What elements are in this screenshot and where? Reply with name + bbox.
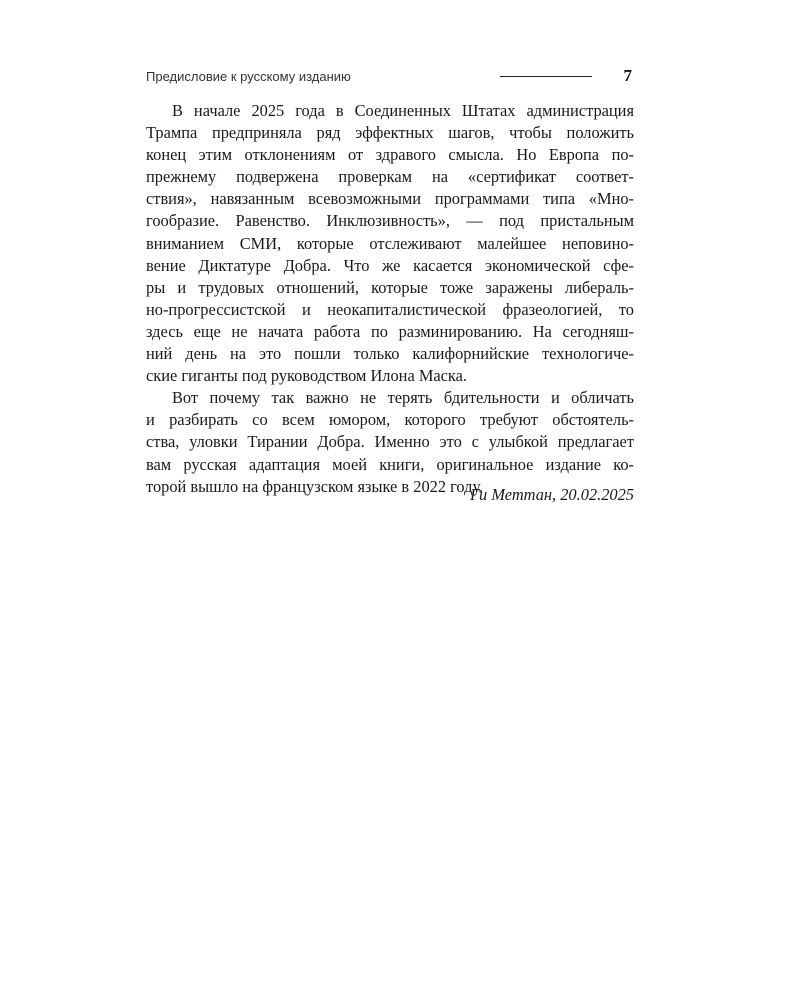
text-line: ские гиганты под руководством Илона Маска. [146,366,468,386]
text-line: вение Диктатуре Добра. Что же касается экономической сфе- [146,255,634,275]
text-line: вам русская адаптация моей книги, оригинальное издание ко- [146,454,634,474]
text-line: ний день на это пошли только калифорнийские технологиче- [146,344,634,364]
text-line: гообразие. Равенство. Инклюзивность», — под пристальным [146,211,634,231]
text-line: Трампа предприняла ряд эффектных шагов, чтобы положить [146,123,634,143]
text-line: В начале 2025 года в Соединенных Штатах администрация [172,101,634,120]
running-head [146,68,636,88]
page-number: 7 [623,66,632,85]
text-line: здесь еще не начата работа по разминированию. На сегодняш- [146,321,634,341]
author-signature: Ги Меттан, 20.02.2025 [470,485,634,504]
text-line: торой вышло на французском языке в 2022 году. [146,476,484,496]
text-line: и разбирать со всем юмором, которого требуют обстоятель- [146,410,634,430]
running-title: Предисловие к русскому изданию [146,69,351,84]
text-line: ства, уловки Тирании Добра. Именно это с улыбкой предлагает [146,432,634,452]
paragraph-2 [146,387,634,497]
paragraph-1 [146,100,634,387]
text-line: но-прогрессистской и неокапиталистической фразеологией, то [146,299,634,319]
text-line: прежнему подвержена проверкам на «сертификат соответ- [146,167,634,187]
text-line: ствия», навязанным всевозможными программами типа «Мно- [146,189,634,209]
text-line: конец этим отклонениям от здравого смысла. Но Европа по- [146,145,634,165]
header-rule [500,76,592,77]
text-line: вниманием СМИ, которые отслеживают малейшее неповино- [146,233,634,253]
text-line: ры и трудовых отношений, которые тоже заражены либераль- [146,277,634,297]
text-line: Вот почему так важно не терять бдительности и обличать [172,388,634,408]
body-text [146,100,634,498]
